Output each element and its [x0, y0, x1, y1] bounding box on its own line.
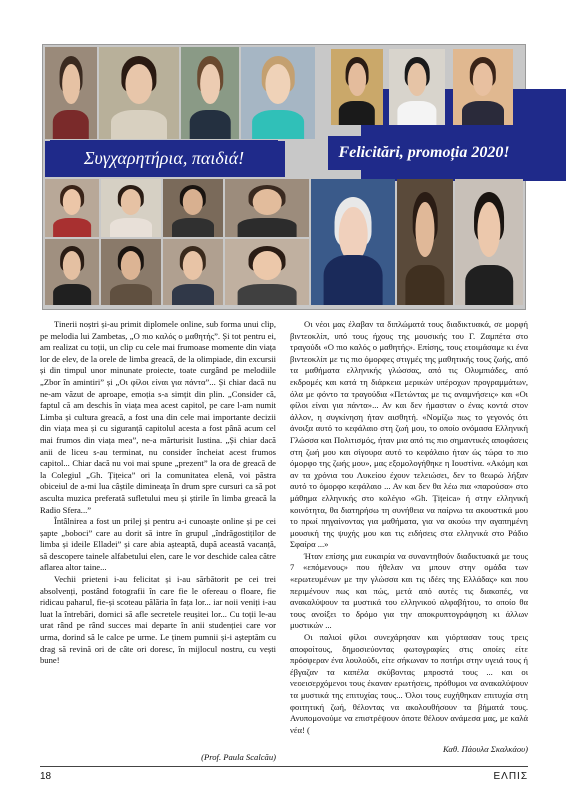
photo-tile	[225, 239, 309, 305]
paragraph: Οι παλιοί φίλοι συνεχάρησαν και γιόρτασαν τους τρεις αποφοίτους, δημοσιεύοντας φωτογραφίες στις οποίες είτε πρόσφεραν ένα λουλούδι, είτε σήκωναν το ποτήρι στην υγειά τους ή έβγαζαν τα καπέλα σκύβοντας μπροστά τους ... και οι νεοεισερχόμενοι τους έκαναν ερωτήσεις, πρόθυμοι να ανακαλύψουν τα μυστικά της επιτυχίας τους... Όλοι τους ευχήθηκαν επιτυχία στη φοιτητική ζωή, θέλοντας να ακολουθήσουν τα βήματά τους. Ανυπομονούμε να επιστρέψουν όποτε θέλουν ανάμεσα μας, με καλά νέα! (	[290, 632, 528, 735]
photo-tile	[101, 239, 161, 305]
romanian-signature: (Prof. Paula Scalcău)	[201, 752, 276, 762]
greek-signature: Καθ. Πάουλα Σκαλκάου)	[442, 744, 528, 754]
photo-tile	[397, 179, 453, 305]
photo-tile	[163, 239, 223, 305]
footer-rule	[40, 766, 528, 767]
photo-tile	[453, 49, 513, 125]
photo-tile	[225, 179, 309, 237]
photo-tile	[163, 179, 223, 237]
photo-tile	[45, 239, 99, 305]
paragraph: Tinerii noștri și-au primit diplomele online, sub forma unui clip, pe melodia lui Zambetas, „Ο πιο καλός ο μαθητής”. Și tot pentru ei, am realizat cu toții, un clip cu cele mai frumoase momente din viața lor de elev, de la orele de limba greacă, de la olimpiade, din excursii și din timpul unor minunate proiecte, toate curgând pe melodiile „Zbor în amintiri” și „Οι φίλοι είναι για πάντα”... Și chiar dacă nu ne-am văzut de aproape, emoția s-a simțit din plin. „Consider că, faptul că am deschis în viața mea acest capitol, pe care l-am numit Limba și cultura greacă, a fost una din cele mai importante decizii din viața mea și cu siguranță capitolul acesta a fost până acum cel mai frumos din viața mea”, ne-a mărturisit Iustina. „Și chiar dacă anii de liceu s-au terminat, nu consider încheiat acest frumos capitol... Chiar dacă nu voi mai spune „prezent” la ora de greacă de la Colegiul „Gh. Țițeica” ori la comunitatea elenă, voi păstra obiceiul de a-mi lua câștile dimineața în drum spre cursuri ca să pot asculta muzica preferată sufletului meu și știrile în limba greacă la Radio Sfera...”	[40, 319, 276, 515]
photo-tile	[45, 47, 97, 139]
magazine-name: ΕΛΠΙΣ	[493, 771, 528, 782]
paragraph: Οι νέοι μας έλαβαν τα διπλώματά τους διαδικτυακά, σε μορφή βιντεοκλίπ, υπό τους ήχους της μουσικής του Γ. Ζαμπέτα στο τραγούδι «Ο πιο καλός ο μαθητής». Επίσης, τους ετοιμάσαμε κι ένα βιντεοκλίπ με τις πιο όμορφες στιγμές της μαθητικής τους ζωής, από τα μαθήματα ελληνικής γλώσσας, από τις Ολυμπιάδες, από εκδρομές και κατά τη διάρκεια μερικών υπέροχων προγραμμάτων, όλα με φόντο τα τραγούδια «Πετώντας με τις αναμνήσεις» και «Οι φίλοι είναι για πάντα»... Αν και δεν ήμασταν ο ένας κοντά στον άλλον, η συγκίνηση ήταν αισθητή. «Νομίζω πως το γεγονός ότι άνοιξα αυτό το κεφάλαιο στη ζωή μου, το οποίο ονόμασα Ελληνική Γλώσσα και Πολιτισμός, ήταν μια από τις πιο σημαντικές αποφάσεις στη ζωή μου και σίγουρα αυτό το κεφάλαιο ήταν ώς τώρα το πιο όμορφο της ζωής μου», μας εξομολογήθηκε η Ιουστίνα. «Ακόμη και αν τα χρόνια του Λυκείου έχουν τελειώσει, δεν το θεωρώ λήξαν αυτό το όμορφο κεφάλαιο ... Αν και δεν θα λέω πια «παρούσα» στο μάθημα ελληνικής στο κολέγιο «Gh. Țițeica» ή στην ελληνική κοινότητα, θα διατηρήσω τη συνήθεια να παίρνω τα ακουστικά μου το πρωί πηγαίνοντας για μαθήματα, για να ακούω την αγαπημένη μουσική της ψυχής μου και τις ειδήσεις στα ελληνικά στο Ράδιο Σφαίρα ...»	[290, 319, 528, 550]
photo-tile	[331, 49, 383, 125]
photo-tile	[311, 179, 395, 305]
photo-tile	[455, 179, 523, 305]
paragraph: Întâlnirea a fost un prilej și pentru a-i cunoaște online și pe cei șapte „boboci” care au dorit să intre în grupul „îndrăgostiților de limba și ideile Elladei” și care abia așteaptă, după această vacanță, să descopere tainele alfabetului elen, care le vor deschide calea către aflarea altor taine...	[40, 516, 276, 573]
paragraph: Ήταν επίσης μια ευκαιρία να συναντηθούν διαδικτυακά με τους 7 «επόμενους» που ήθελαν να μπουν στην ομάδα των «ερωτευμένων με την γλώσσα και τις ιδέες της Ελλάδας» και που περιμένουν πως και πώς, μετά από αυτές τις διακοπές, να ανακαλύψουν τα μυστικά του ελληνικού αλφαβήτου, το οποίο θα τους ανοίξει το δρόμο για την αποκρυπτογράφηση κι άλλων μυστικών ...	[290, 550, 528, 631]
photo-tile	[45, 179, 99, 237]
paragraph: Vechii prieteni i-au felicitat și i-au sărbătorit pe cei trei absolvenți, postând fotografii în care fie le ofereau o floare, fie ridicau paharul, fie-și scoteau pălăria în fața lor... iar noii veniți i-au luat la întrebări, dornici să afle secretele reușitei lor... Cu toții le-au urat rând pe rând succes mai departe în anii studenției care vor urma, dorind să le calce pe urme. Le ținem pumnii și-i așteptăm cu drag să revină ori de câte ori doresc, în mijlocul nostru, cu vești bune!	[40, 574, 276, 666]
romanian-article	[40, 319, 276, 667]
greek-banner: Συγχαρητήρια, παιδιά!	[50, 140, 278, 176]
photo-tile	[241, 47, 315, 139]
romanian-banner: Felicitări, promoția 2020!	[328, 136, 520, 170]
photo-collage	[42, 44, 526, 310]
greek-article	[290, 319, 528, 736]
photo-tile	[181, 47, 239, 139]
photo-tile	[101, 179, 161, 237]
photo-tile	[389, 49, 445, 125]
photo-tile	[99, 47, 179, 139]
page-number: 18	[40, 771, 52, 782]
